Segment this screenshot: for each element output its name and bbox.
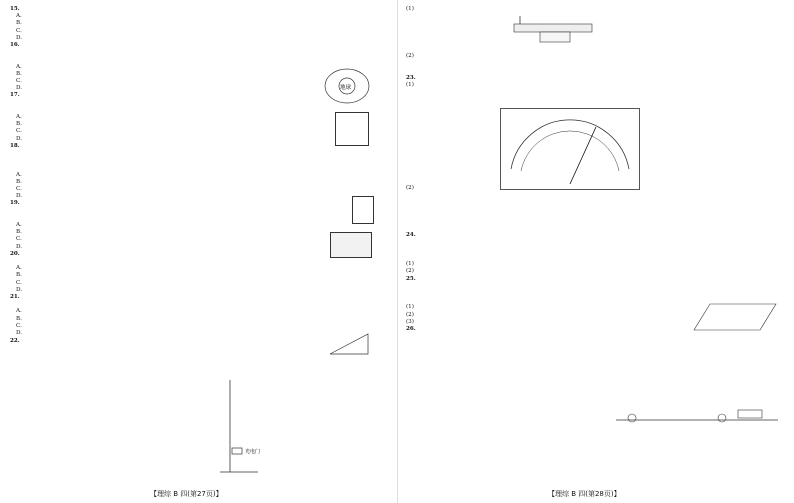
q21-option-b: B. (16, 315, 22, 322)
q18-option-a: A. (16, 171, 22, 178)
q17-option-d: D. (16, 135, 23, 142)
question-22: 22. (10, 338, 20, 345)
earth-label: 地球 (340, 85, 352, 91)
q20-option-c: C. (16, 279, 22, 286)
multimeter-dial-figure (500, 108, 640, 190)
q18-option-c: C. (16, 185, 22, 192)
q23-part-1: (1) (406, 81, 414, 88)
magnetic-field-figure (330, 232, 372, 258)
q21-option-c: C. (16, 322, 22, 329)
exam-page-right (397, 0, 794, 503)
q20-option-d: D. (16, 286, 23, 293)
q21-option-d: D. (16, 329, 23, 336)
earth-orbit-figure (322, 66, 372, 106)
q19-option-a: A. (16, 221, 22, 228)
page-footer-right: 【理综 B 四(第28页)】 (548, 490, 621, 498)
page-footer-left: 【理综 B 四(第27页)】 (150, 490, 223, 498)
question-25: 25. (406, 275, 416, 282)
question-16: 16. (10, 42, 20, 49)
question-20: 20. (10, 250, 20, 257)
question-15: 15. (10, 6, 20, 12)
q24-part-1: (1) (406, 261, 414, 268)
q25-part-2: (2) (406, 311, 414, 318)
q16-option-a: A. (16, 63, 22, 70)
incline-figure (328, 330, 370, 356)
photogate-label: 光电门 (245, 449, 261, 455)
photogate-figure (218, 378, 288, 474)
conveyor-figure (612, 396, 782, 426)
q15-option-c: C. (16, 27, 22, 34)
q23-part-2: (2) (406, 185, 414, 192)
question-24: 24. (406, 232, 416, 239)
q19-option-c: C. (16, 236, 22, 243)
q17-option-c: C. (16, 128, 22, 135)
q15-option-b: B. (16, 20, 22, 27)
q22-part-2: (2) (406, 53, 414, 60)
q16-option-c: C. (16, 78, 22, 84)
question-23: 23. (406, 74, 416, 81)
q18-option-d: D. (16, 193, 23, 200)
spring-block-figure (352, 196, 374, 224)
q15-option-a: A. (16, 13, 22, 20)
q17-option-b: B. (16, 121, 22, 128)
q21-option-a: A. (16, 308, 22, 315)
q19-option-b: B. (16, 229, 22, 236)
q25-part-3: (3) (406, 318, 414, 325)
q16-option-d: D. (16, 85, 23, 92)
question-26: 26. (406, 325, 416, 332)
q25-part-1: (1) (406, 304, 414, 311)
rail-magnetic-figure (690, 294, 780, 334)
question-17: 17. (10, 92, 20, 99)
q20-option-b: B. (16, 272, 22, 279)
vernier-caliper-figure (510, 12, 596, 52)
q15-option-d: D. (16, 34, 23, 41)
question-21: 21. (10, 293, 20, 300)
square-charges-figure (335, 112, 369, 146)
q16-option-b: B. (16, 70, 22, 77)
q20-option-a: A. (16, 265, 22, 272)
q24-part-2: (2) (406, 268, 414, 275)
question-18: 18. (10, 142, 20, 149)
q18-option-b: B. (16, 178, 22, 185)
question-19: 19. (10, 200, 20, 207)
q19-option-d: D. (16, 243, 23, 250)
q17-option-a: A. (16, 113, 22, 120)
q22-part-1: (1) (406, 6, 414, 12)
